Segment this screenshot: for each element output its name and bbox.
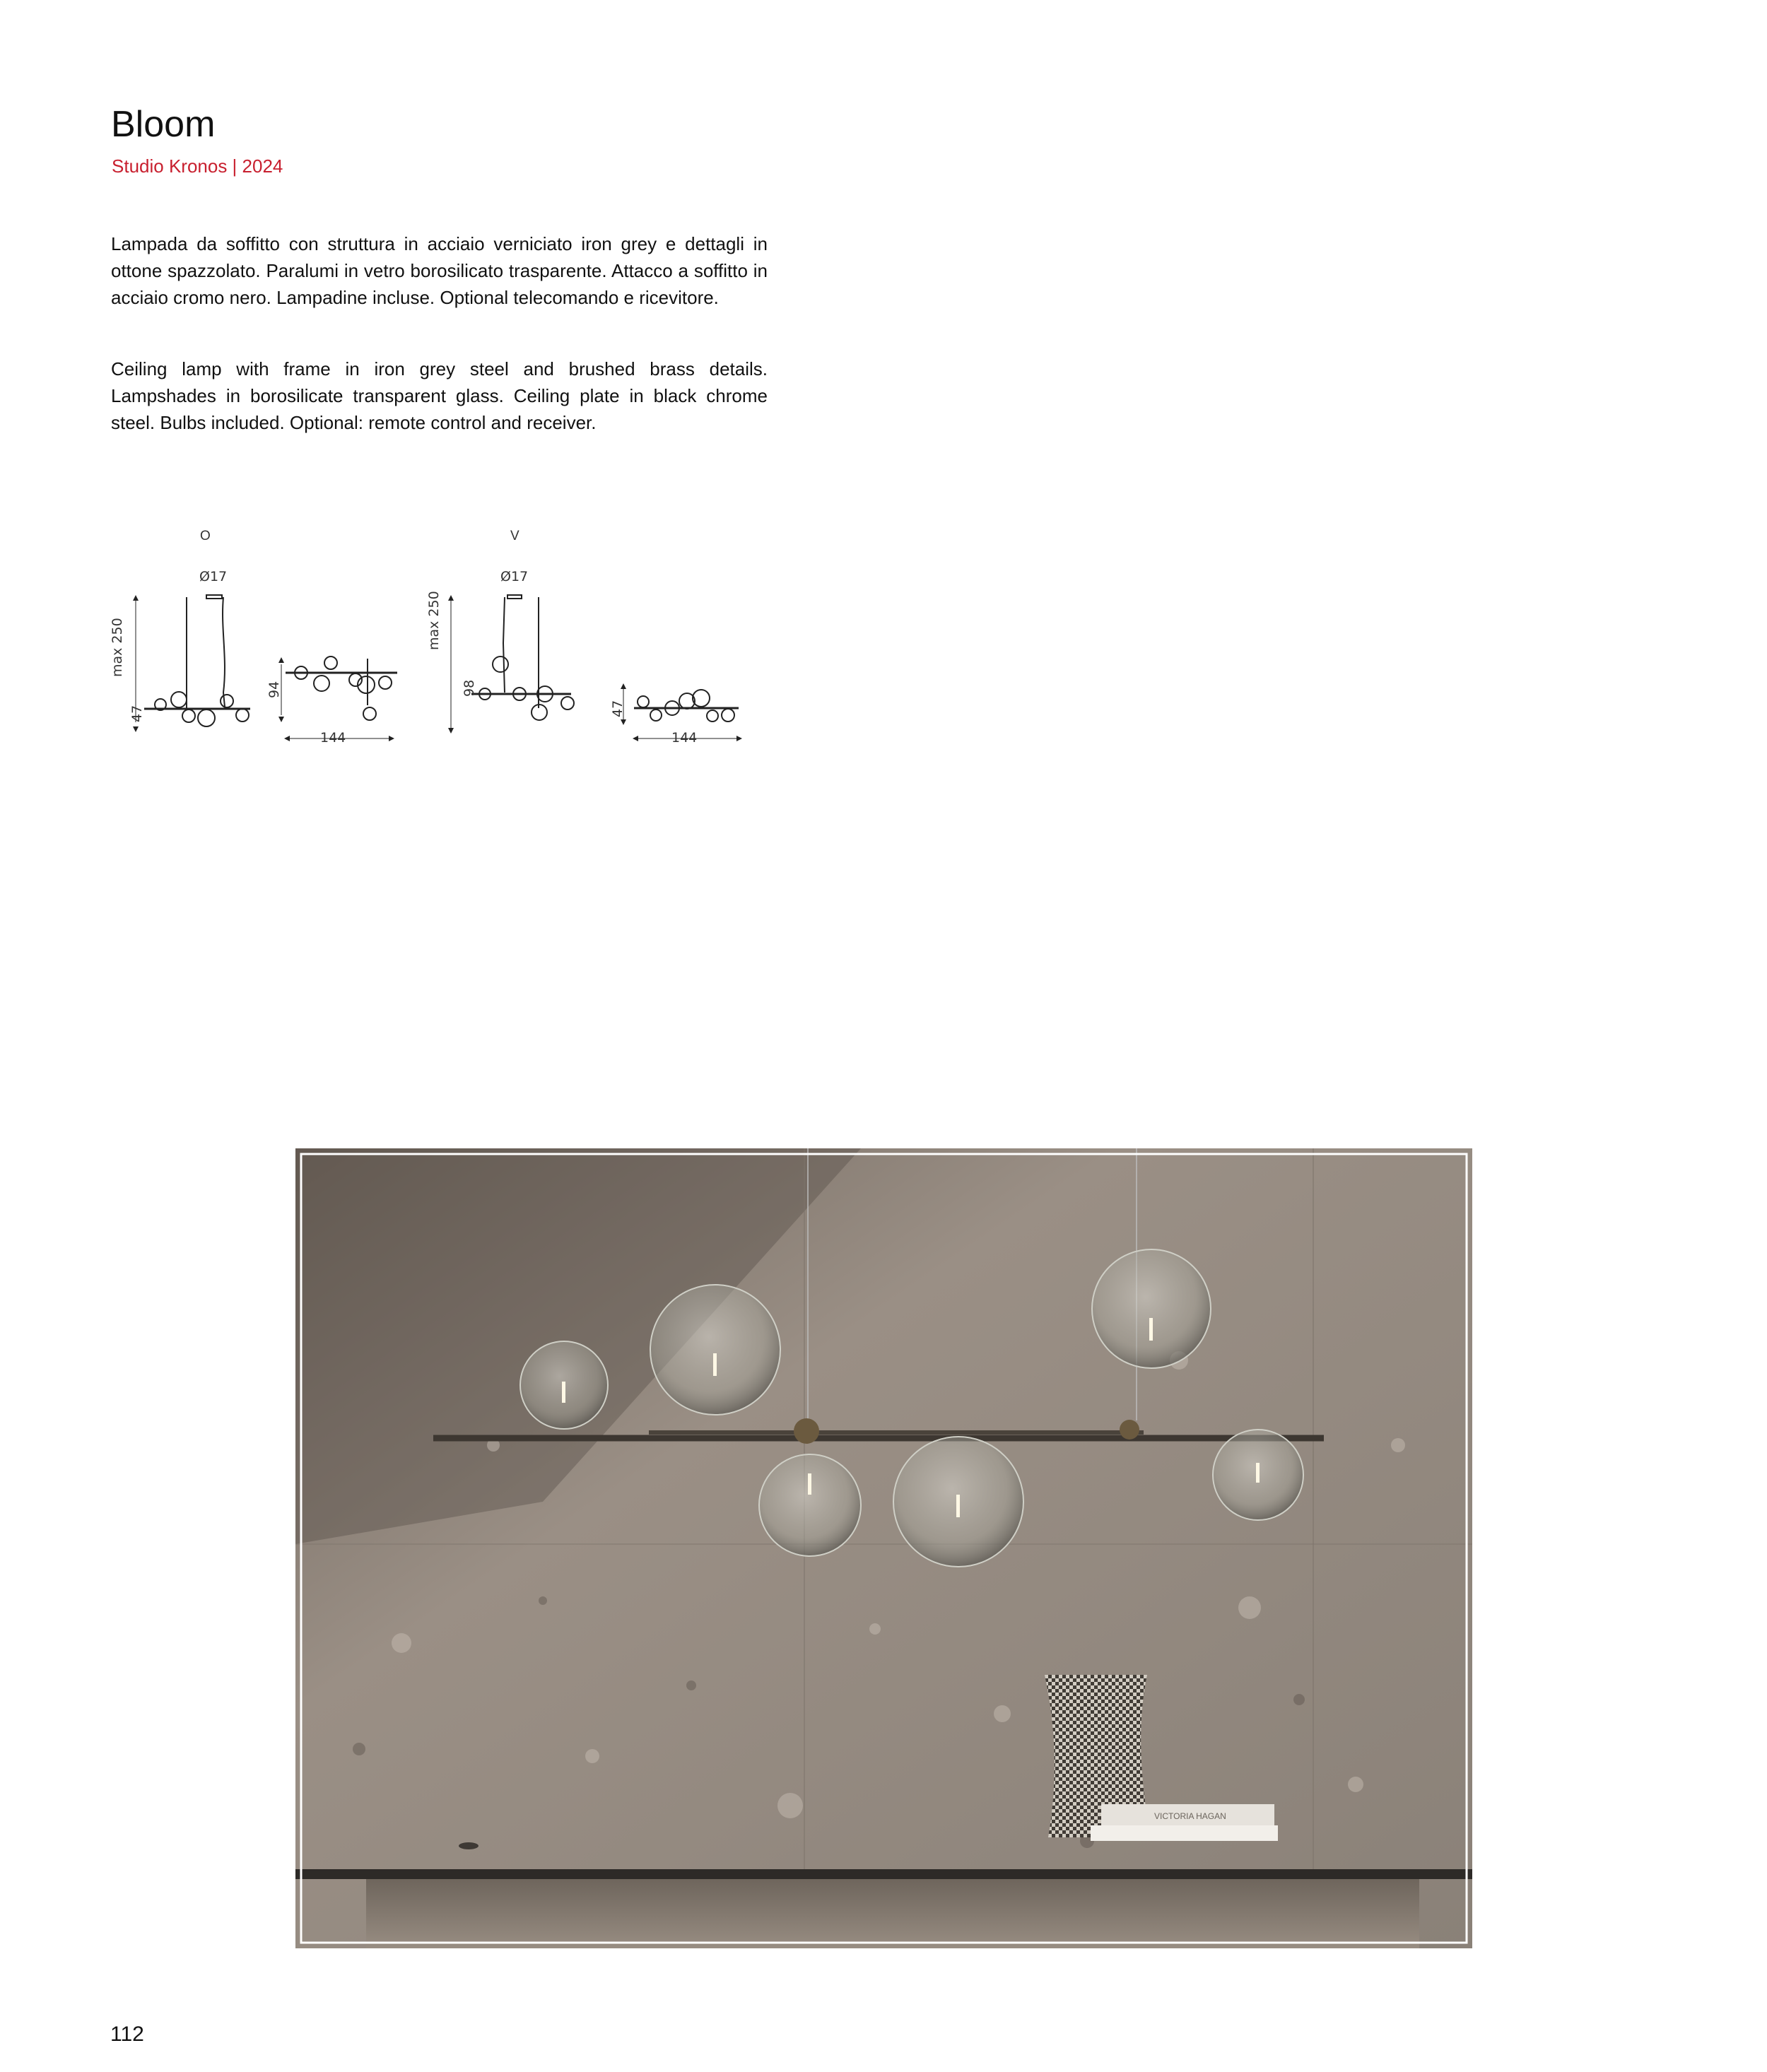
dim-width-vertical: 144 xyxy=(671,730,698,746)
technical-drawings xyxy=(99,558,777,756)
book-title: VICTORIA HAGAN xyxy=(1154,1811,1226,1821)
variant-label-horizontal: O xyxy=(200,529,211,543)
designer-year: Studio Kronos | 2024 xyxy=(112,155,283,177)
drawing-horizontal-top xyxy=(281,657,397,738)
books xyxy=(1091,1804,1278,1841)
dim-diameter-horizontal: Ø17 xyxy=(199,569,228,584)
dim-height-horizontal: max 250 xyxy=(110,618,125,677)
drawing-horizontal-side xyxy=(136,595,250,726)
dim-width-horizontal: 144 xyxy=(320,730,346,746)
dim-depth-vertical: 47 xyxy=(610,700,626,717)
dim-top-height-vertical: 98 xyxy=(462,679,477,697)
dim-diameter-vertical: Ø17 xyxy=(500,569,529,584)
dim-height-vertical: max 250 xyxy=(426,591,442,650)
dim-depth-horizontal: 47 xyxy=(129,705,145,722)
description-english: Ceiling lamp with frame in iron grey steel and brushed brass details. Lampshades in borosilicate transparent glass. Ceiling plate in black chrome steel. Bulbs included. Optional: remote control and receiver. xyxy=(111,358,768,433)
page-number: 112 xyxy=(110,2023,144,2046)
product-photo xyxy=(295,1148,1472,1948)
description-italian: Lampada da soffitto con struttura in acciaio verniciato iron grey e dettagli in ottone spazzolato. Paralumi in vetro borosilicato trasparente. Attacco a soffitto in acciaio cromo nero. Lampadine incluse. Optional telecomando e ricevitore. xyxy=(111,233,768,308)
drawing-vertical-side xyxy=(451,595,574,728)
dim-top-height-horizontal: 94 xyxy=(266,681,282,698)
product-title: Bloom xyxy=(111,104,216,145)
variant-label-vertical: V xyxy=(510,529,520,543)
